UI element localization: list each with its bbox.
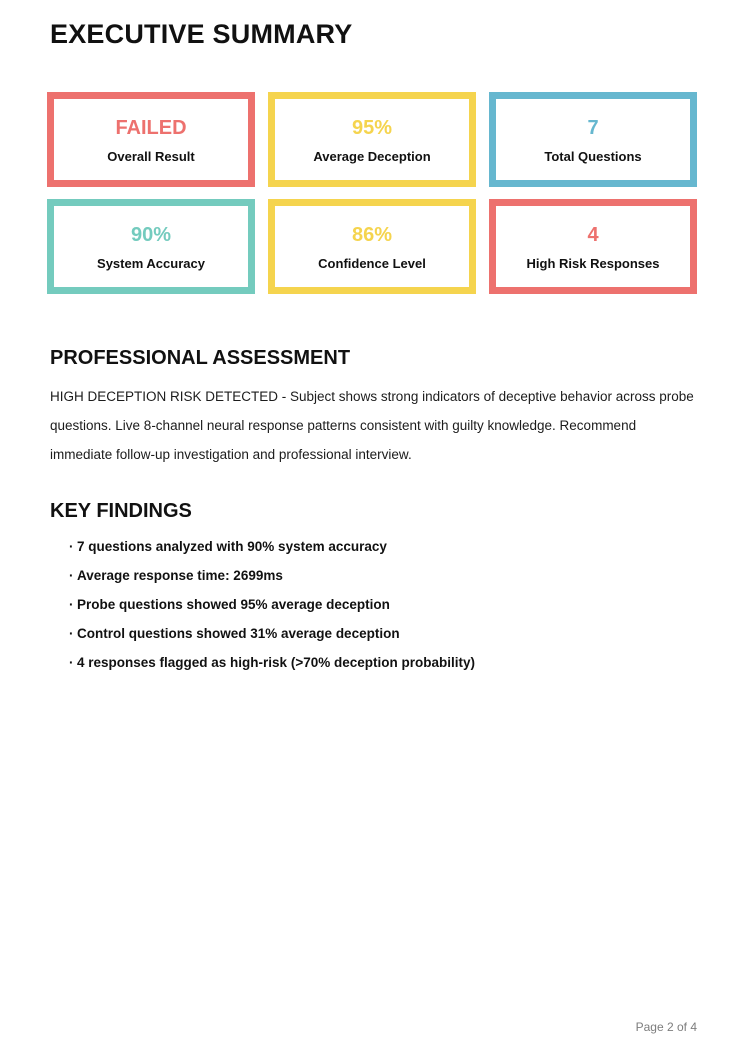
bullet-icon: · bbox=[69, 655, 74, 670]
stat-label: Confidence Level bbox=[318, 255, 426, 271]
key-finding-item bbox=[69, 532, 697, 561]
stat-value: 4 bbox=[587, 223, 599, 246]
key-finding-text: 4 responses flagged as high-risk (>70% deception probability) bbox=[77, 655, 475, 670]
stat-card-high-risk-responses bbox=[489, 199, 697, 294]
stat-value: 86% bbox=[351, 223, 393, 246]
page-title: EXECUTIVE SUMMARY bbox=[50, 19, 353, 49]
key-finding-item bbox=[69, 590, 697, 619]
stat-card-system-accuracy bbox=[47, 199, 255, 294]
key-finding-text: Average response time: 2699ms bbox=[77, 568, 283, 583]
stat-card-average-deception bbox=[268, 92, 476, 187]
key-findings-list bbox=[50, 532, 697, 677]
key-findings-section bbox=[50, 499, 697, 677]
stat-card-overall-result bbox=[47, 92, 255, 187]
bullet-icon: · bbox=[69, 568, 74, 583]
stat-value: 90% bbox=[130, 223, 172, 246]
professional-assessment-section bbox=[50, 346, 697, 469]
report-page bbox=[0, 19, 743, 1063]
stat-card-confidence-level bbox=[268, 199, 476, 294]
bullet-icon: · bbox=[69, 539, 74, 554]
stat-label: System Accuracy bbox=[97, 255, 205, 271]
bullet-icon: · bbox=[69, 626, 74, 641]
key-finding-item bbox=[69, 619, 697, 648]
key-findings-heading: KEY FINDINGS bbox=[50, 500, 192, 522]
stat-label: High Risk Responses bbox=[526, 255, 660, 271]
stat-label: Overall Result bbox=[107, 148, 195, 164]
stat-label: Total Questions bbox=[544, 148, 642, 164]
stat-card-grid bbox=[47, 92, 697, 294]
professional-assessment-heading: PROFESSIONAL ASSESSMENT bbox=[50, 347, 351, 369]
stat-value: FAILED bbox=[115, 116, 187, 139]
key-finding-text: Control questions showed 31% average deception bbox=[77, 626, 400, 641]
stat-label: Average Deception bbox=[313, 148, 431, 164]
bullet-icon: · bbox=[69, 597, 74, 612]
key-finding-item bbox=[69, 561, 697, 590]
key-finding-text: 7 questions analyzed with 90% system accuracy bbox=[77, 539, 387, 554]
stat-value: 7 bbox=[587, 116, 599, 139]
page-number: Page 2 of 4 bbox=[635, 1020, 697, 1034]
key-finding-text: Probe questions showed 95% average deception bbox=[77, 597, 390, 612]
professional-assessment-body: HIGH DECEPTION RISK DETECTED - Subject shows strong indicators of deceptive behavior across probe questions. Live 8-channel neural response patterns consistent with guilty knowledge. Recommend immediate follow-up investigation and professional interview. bbox=[50, 389, 694, 462]
stat-card-total-questions bbox=[489, 92, 697, 187]
key-finding-item bbox=[69, 648, 697, 677]
stat-value: 95% bbox=[351, 116, 393, 139]
